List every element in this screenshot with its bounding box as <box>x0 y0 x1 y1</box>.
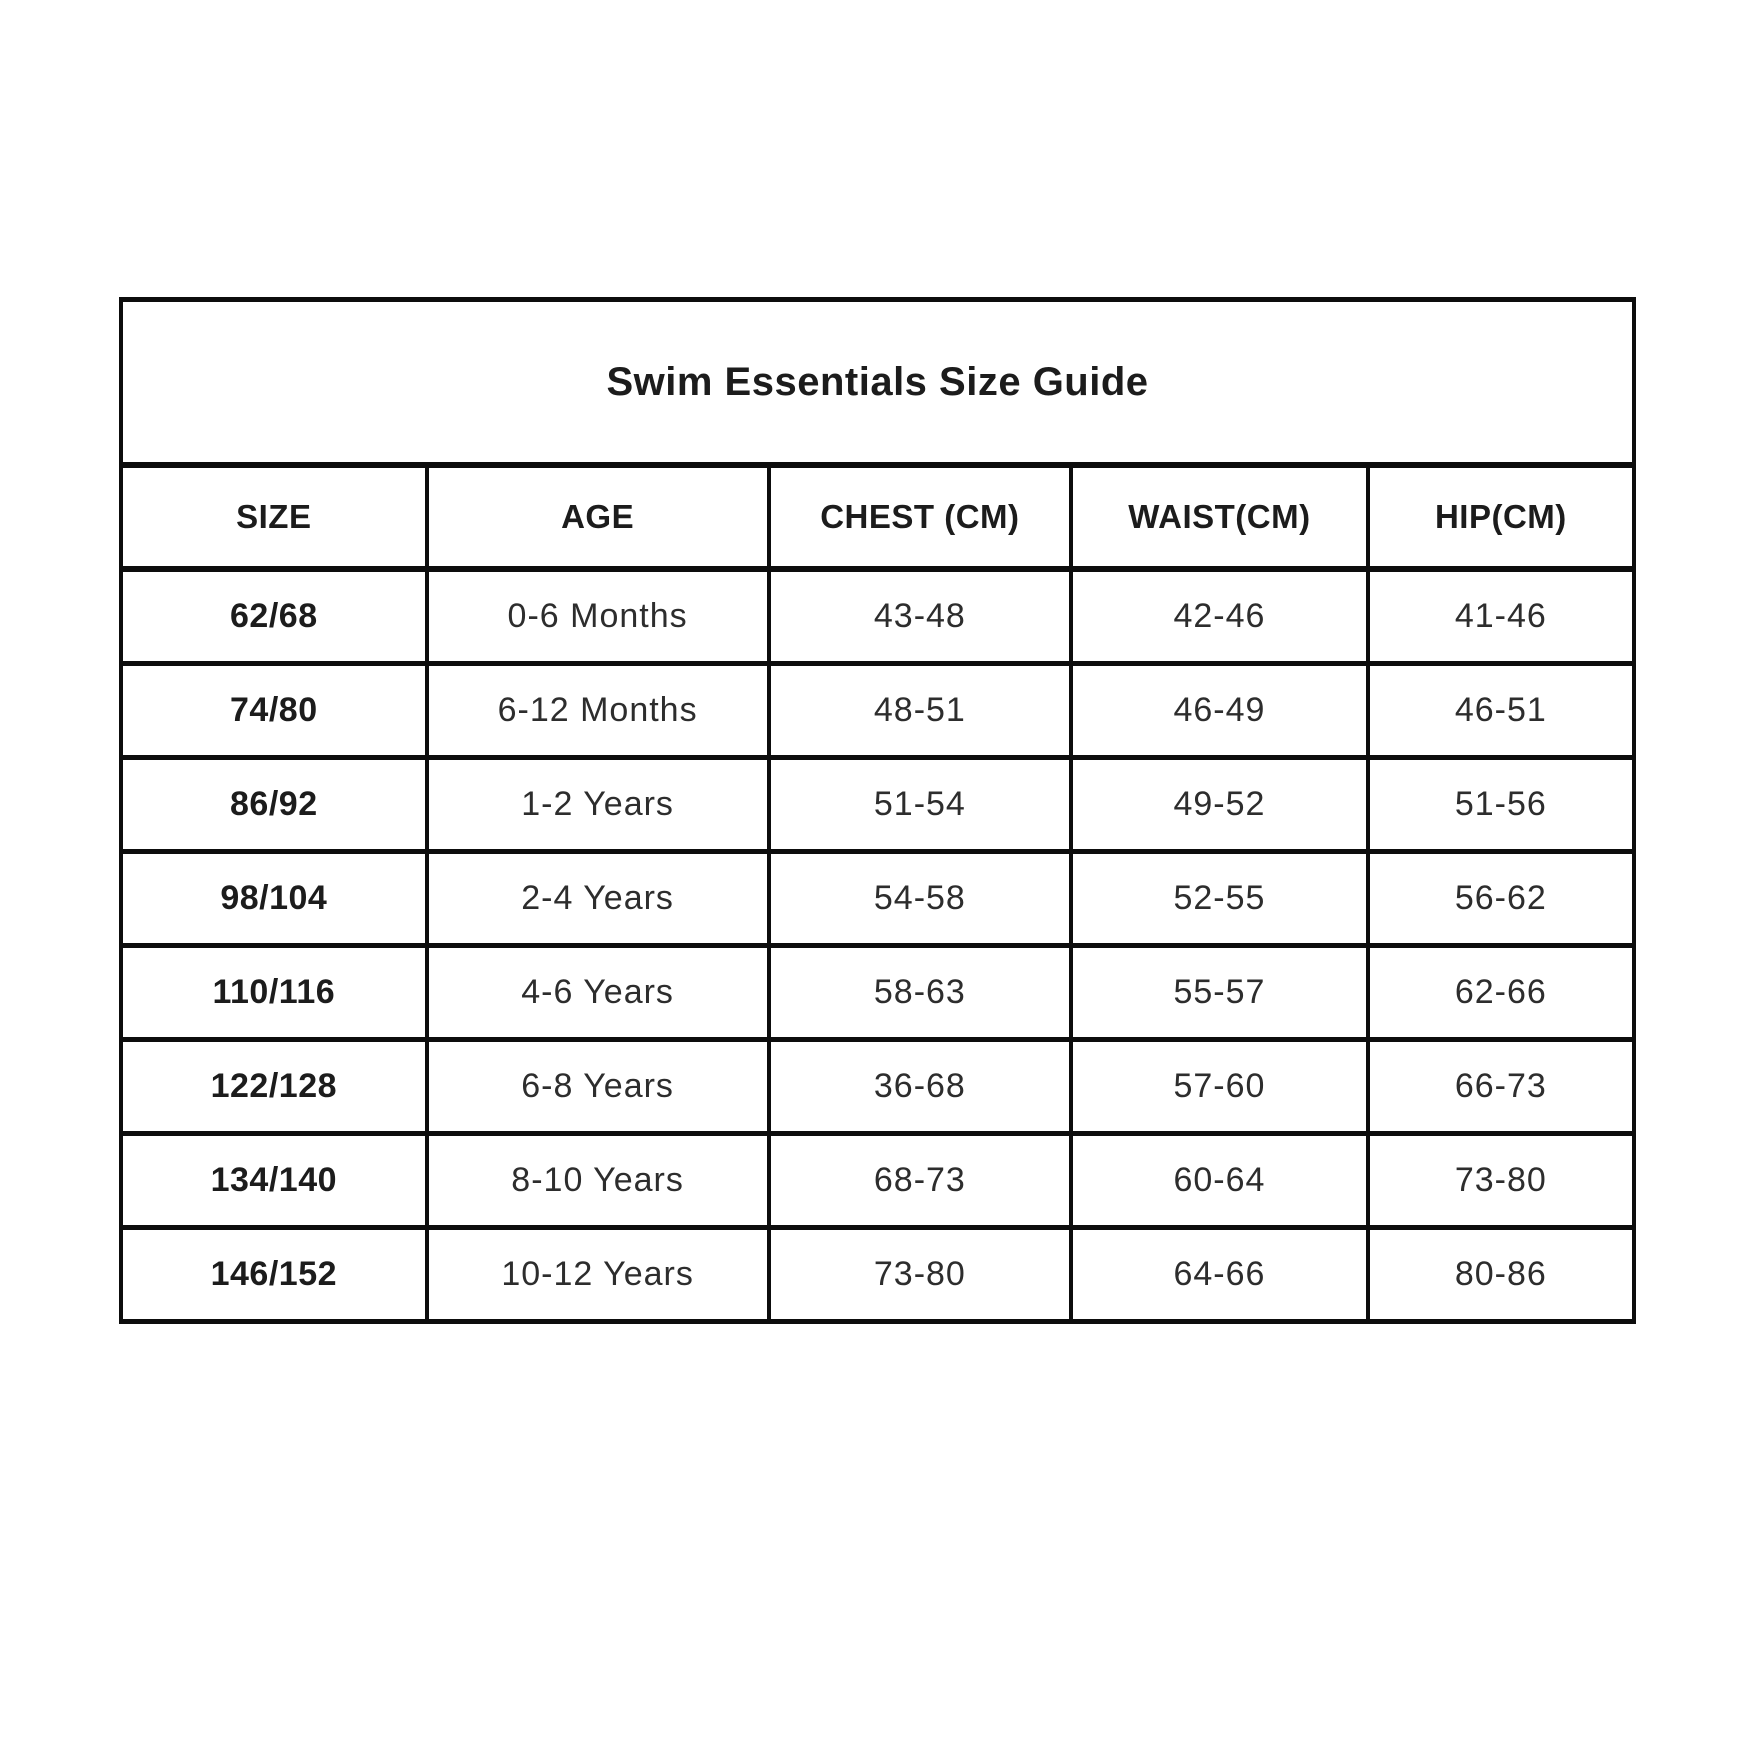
waist-cell: 64-66 <box>1071 1228 1368 1322</box>
waist-cell: 42-46 <box>1071 569 1368 664</box>
chest-cell: 73-80 <box>769 1228 1072 1322</box>
age-cell: 10-12 Years <box>427 1228 769 1322</box>
chest-cell: 58-63 <box>769 946 1072 1040</box>
waist-cell: 55-57 <box>1071 946 1368 1040</box>
age-cell: 0-6 Months <box>427 569 769 664</box>
hip-cell: 62-66 <box>1368 946 1634 1040</box>
size-cell: 122/128 <box>121 1040 427 1134</box>
column-header-age: AGE <box>427 465 769 569</box>
table-row <box>121 664 1634 758</box>
age-cell: 4-6 Years <box>427 946 769 1040</box>
waist-cell: 49-52 <box>1071 758 1368 852</box>
size-cell: 86/92 <box>121 758 427 852</box>
hip-cell: 66-73 <box>1368 1040 1634 1134</box>
table-row <box>121 852 1634 946</box>
size-cell: 110/116 <box>121 946 427 1040</box>
size-guide-grid <box>119 297 1636 1324</box>
size-cell: 74/80 <box>121 664 427 758</box>
page-title: Swim Essentials Size Guide <box>121 300 1634 466</box>
hip-cell: 41-46 <box>1368 569 1634 664</box>
table-row <box>121 569 1634 664</box>
chest-cell: 43-48 <box>769 569 1072 664</box>
age-cell: 6-12 Months <box>427 664 769 758</box>
waist-cell: 57-60 <box>1071 1040 1368 1134</box>
column-header-hip: HIP(CM) <box>1368 465 1634 569</box>
waist-cell: 60-64 <box>1071 1134 1368 1228</box>
column-header-waist: WAIST(CM) <box>1071 465 1368 569</box>
age-cell: 2-4 Years <box>427 852 769 946</box>
chest-cell: 51-54 <box>769 758 1072 852</box>
size-guide-table <box>119 297 1636 1317</box>
column-header-size: SIZE <box>121 465 427 569</box>
chest-cell: 54-58 <box>769 852 1072 946</box>
chest-cell: 68-73 <box>769 1134 1072 1228</box>
header-row <box>121 465 1634 569</box>
table-row <box>121 1040 1634 1134</box>
size-cell: 134/140 <box>121 1134 427 1228</box>
age-cell: 1-2 Years <box>427 758 769 852</box>
waist-cell: 52-55 <box>1071 852 1368 946</box>
hip-cell: 46-51 <box>1368 664 1634 758</box>
table-row <box>121 1134 1634 1228</box>
size-cell: 62/68 <box>121 569 427 664</box>
table-row <box>121 1228 1634 1322</box>
hip-cell: 80-86 <box>1368 1228 1634 1322</box>
table-row <box>121 946 1634 1040</box>
waist-cell: 46-49 <box>1071 664 1368 758</box>
title-row <box>121 300 1634 466</box>
column-header-chest: CHEST (CM) <box>769 465 1072 569</box>
chest-cell: 48-51 <box>769 664 1072 758</box>
hip-cell: 51-56 <box>1368 758 1634 852</box>
age-cell: 6-8 Years <box>427 1040 769 1134</box>
hip-cell: 73-80 <box>1368 1134 1634 1228</box>
table-row <box>121 758 1634 852</box>
size-cell: 98/104 <box>121 852 427 946</box>
hip-cell: 56-62 <box>1368 852 1634 946</box>
chest-cell: 36-68 <box>769 1040 1072 1134</box>
size-cell: 146/152 <box>121 1228 427 1322</box>
age-cell: 8-10 Years <box>427 1134 769 1228</box>
